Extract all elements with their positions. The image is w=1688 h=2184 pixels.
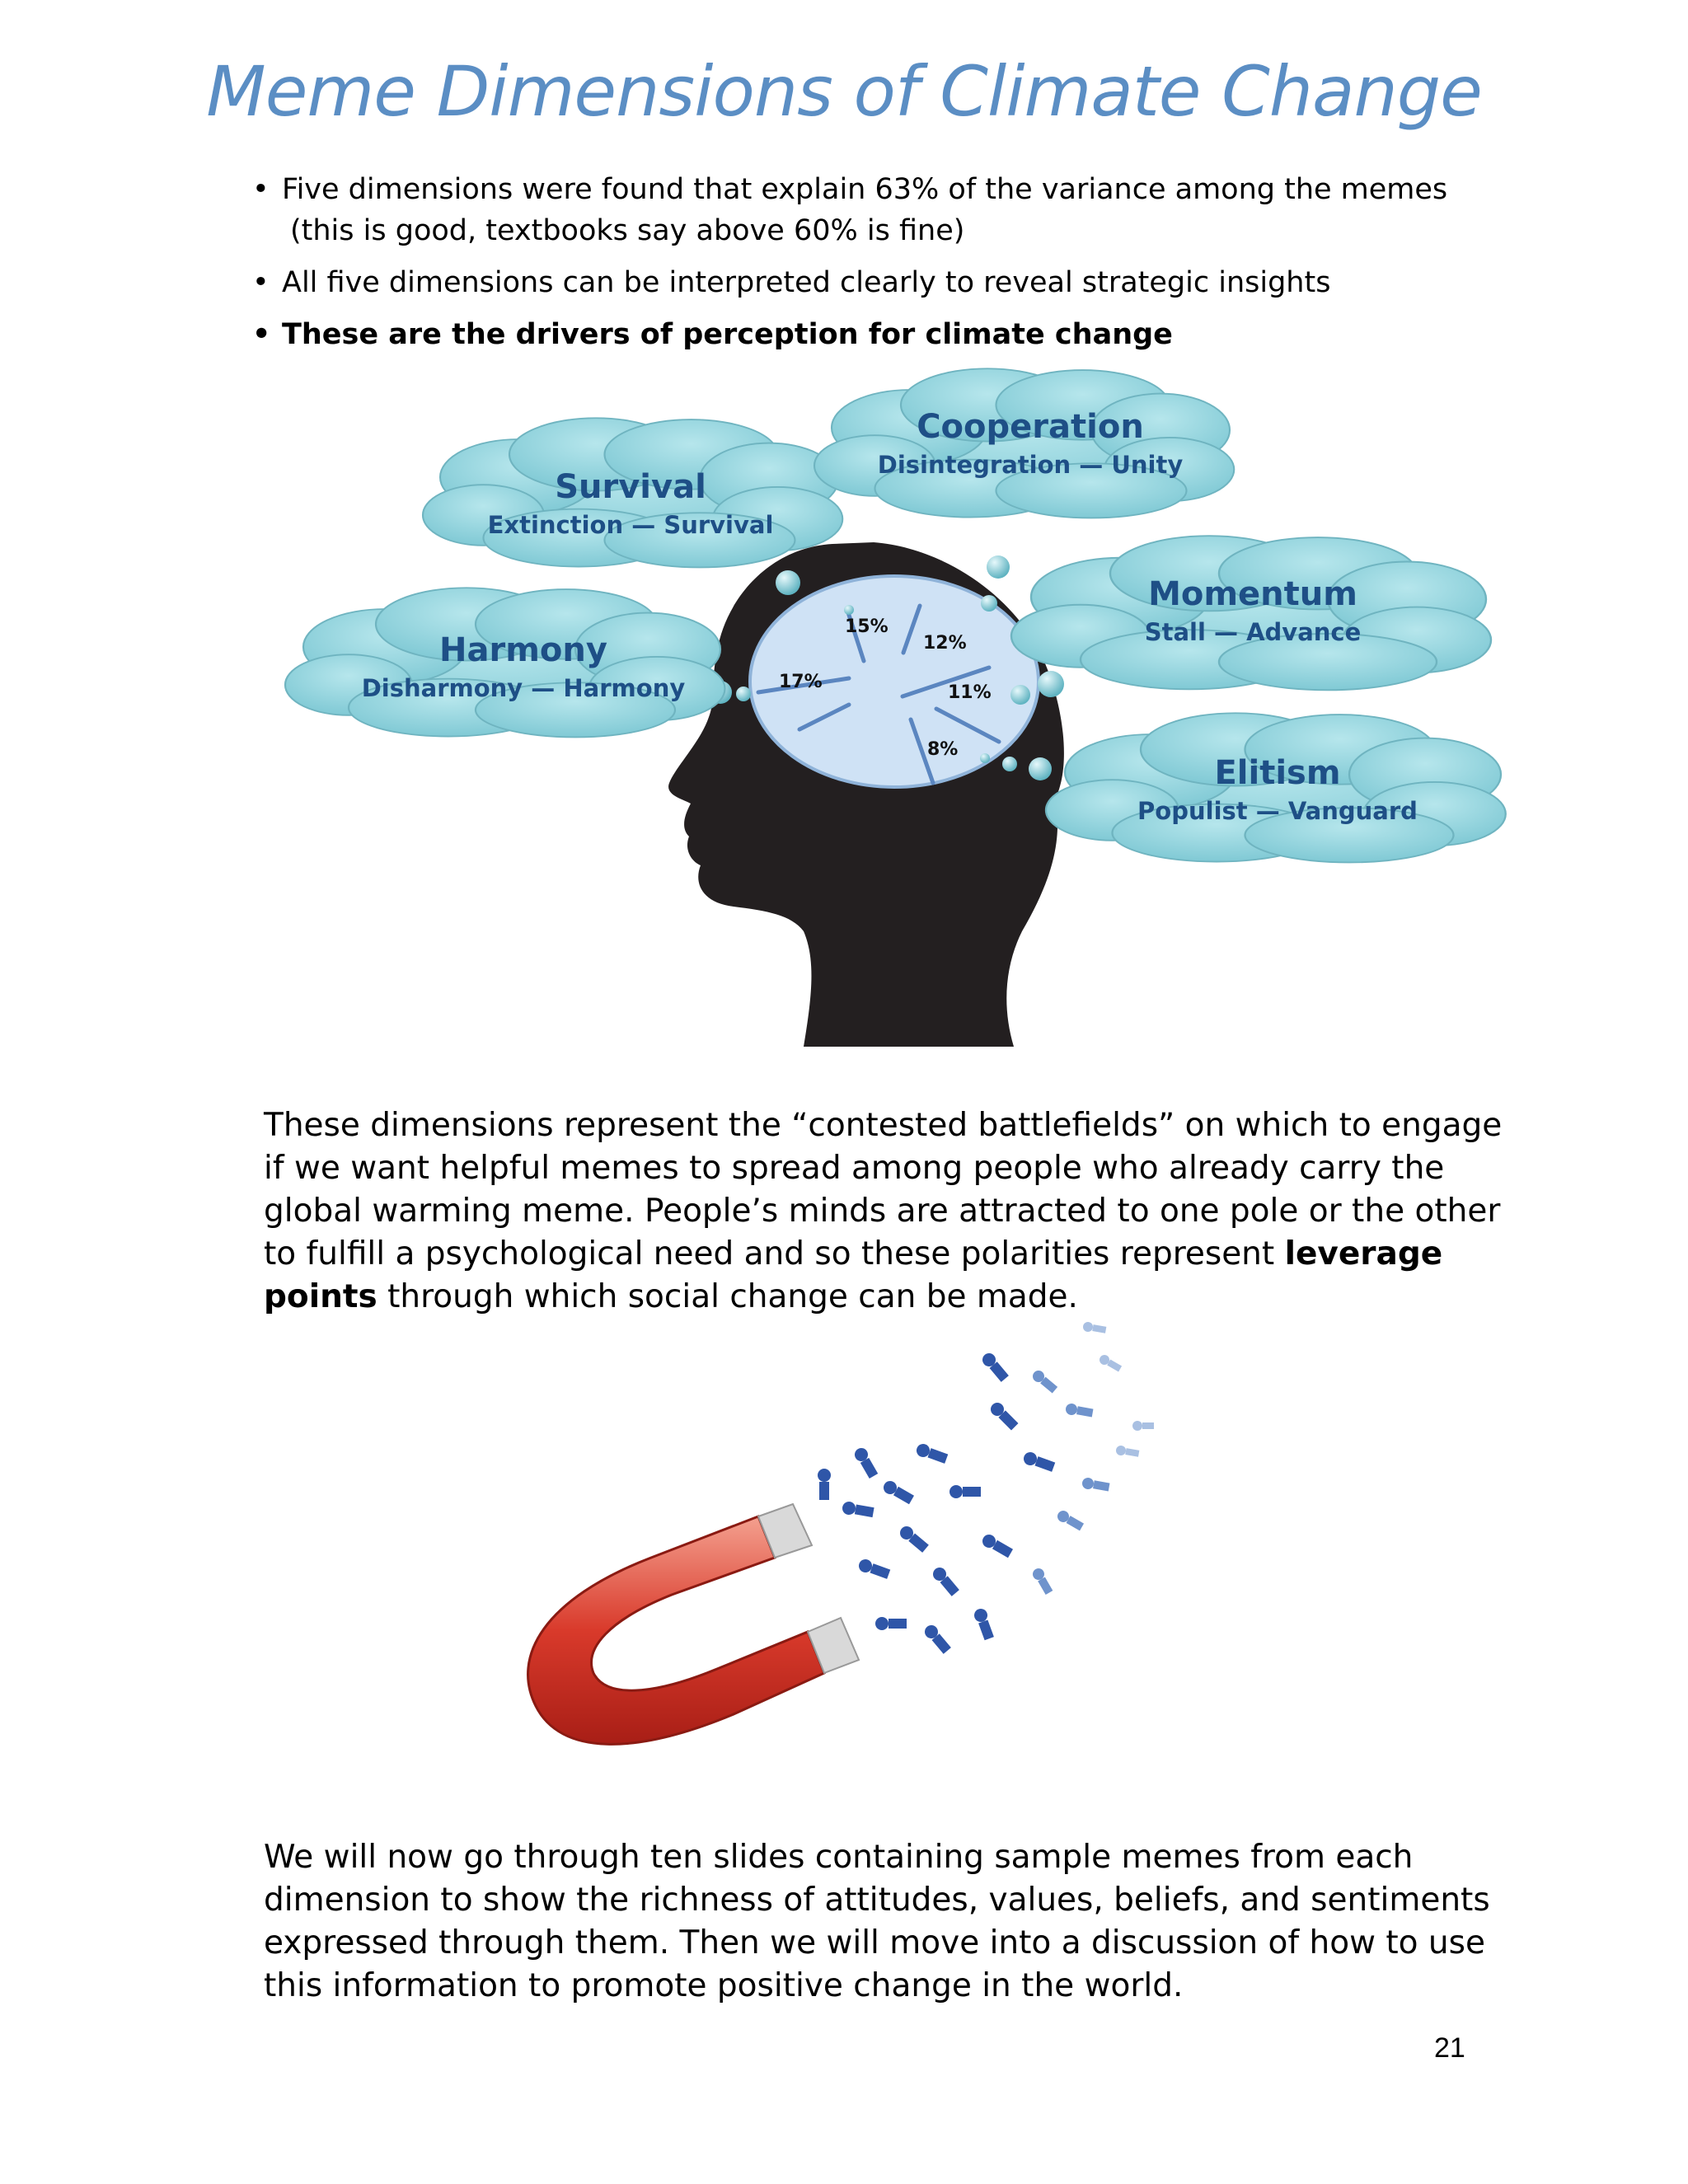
paragraph-next-slides: We will now go through ten slides containing sample memes from each dimension to show the richness of attitudes, values, beliefs, and sentiments expressed through them. Then we will move into a discussion of how to use this information to promote positive change in the world. — [264, 1839, 1490, 2004]
dimension-name: Survival — [555, 468, 706, 506]
people-icons — [818, 1351, 1056, 1655]
dimension-elitism — [1121, 752, 1434, 827]
dimension-poles: Populist — Vanguard — [1137, 797, 1418, 825]
dimension-harmony — [330, 629, 717, 705]
page-number: 21 — [1434, 2032, 1465, 2064]
page-title: Meme Dimensions of Climate Change — [206, 51, 1482, 132]
dimension-name: Harmony — [439, 631, 607, 669]
dimension-momentum — [1088, 573, 1418, 649]
bullet-icon: • — [252, 173, 270, 206]
bullet-text: Five dimensions were found that explain 63% of the variance among the memes — [282, 173, 1448, 206]
dimension-survival — [466, 466, 795, 541]
paragraph-text: These dimensions represent the “contested battlefields” on which to engage if we want helpful memes to spread among people who already carry the global warming meme. People’s minds are attracted to one pole or the other to fulfill a psychological need and so these polarities represent — [264, 1107, 1503, 1272]
percent-label: 11% — [948, 682, 992, 703]
bullet-item — [252, 169, 1538, 251]
dimension-name: Cooperation — [917, 408, 1144, 446]
meme-dimensions-diagram — [0, 354, 1688, 1063]
percent-label: 15% — [845, 616, 889, 637]
paragraph-text: through which social change can be made. — [377, 1278, 1078, 1315]
dimension-poles: Disharmony — Harmony — [361, 674, 686, 702]
paragraph-contested-battlefields — [264, 1104, 1517, 1319]
bullet-icon: • — [252, 266, 270, 299]
percent-label: 17% — [779, 672, 823, 692]
dimension-poles: Extinction — Survival — [487, 511, 774, 539]
bullet-text-continued: (this is good, textbooks say above 60% is fine) — [290, 214, 965, 247]
dimension-cooperation — [857, 405, 1203, 481]
bullet-text: These are the drivers of perception for climate change — [282, 318, 1173, 351]
percent-label: 8% — [927, 739, 959, 760]
percent-label: 12% — [923, 633, 967, 654]
faint-people-icons — [1082, 1321, 1154, 1459]
dimension-name: Momentum — [1148, 575, 1357, 613]
magnet-attracting-people-image — [495, 1310, 1154, 1772]
bullet-item — [252, 262, 1538, 303]
paragraph-bold-text: leverage points — [264, 1235, 1443, 1315]
magnet-illustration — [495, 1310, 1154, 1772]
bullet-list — [252, 169, 1538, 366]
diagram-graphic — [0, 354, 1688, 1063]
bullet-icon: • — [252, 318, 271, 351]
faded-people-icons — [1030, 1368, 1110, 1596]
bullet-item — [252, 314, 1538, 355]
dimension-poles: Stall — Advance — [1144, 618, 1362, 646]
dimension-poles: Disintegration — Unity — [877, 451, 1184, 479]
bullet-text: All five dimensions can be interpreted clearly to reveal strategic insights — [282, 266, 1331, 299]
dimension-name: Elitism — [1214, 754, 1341, 792]
